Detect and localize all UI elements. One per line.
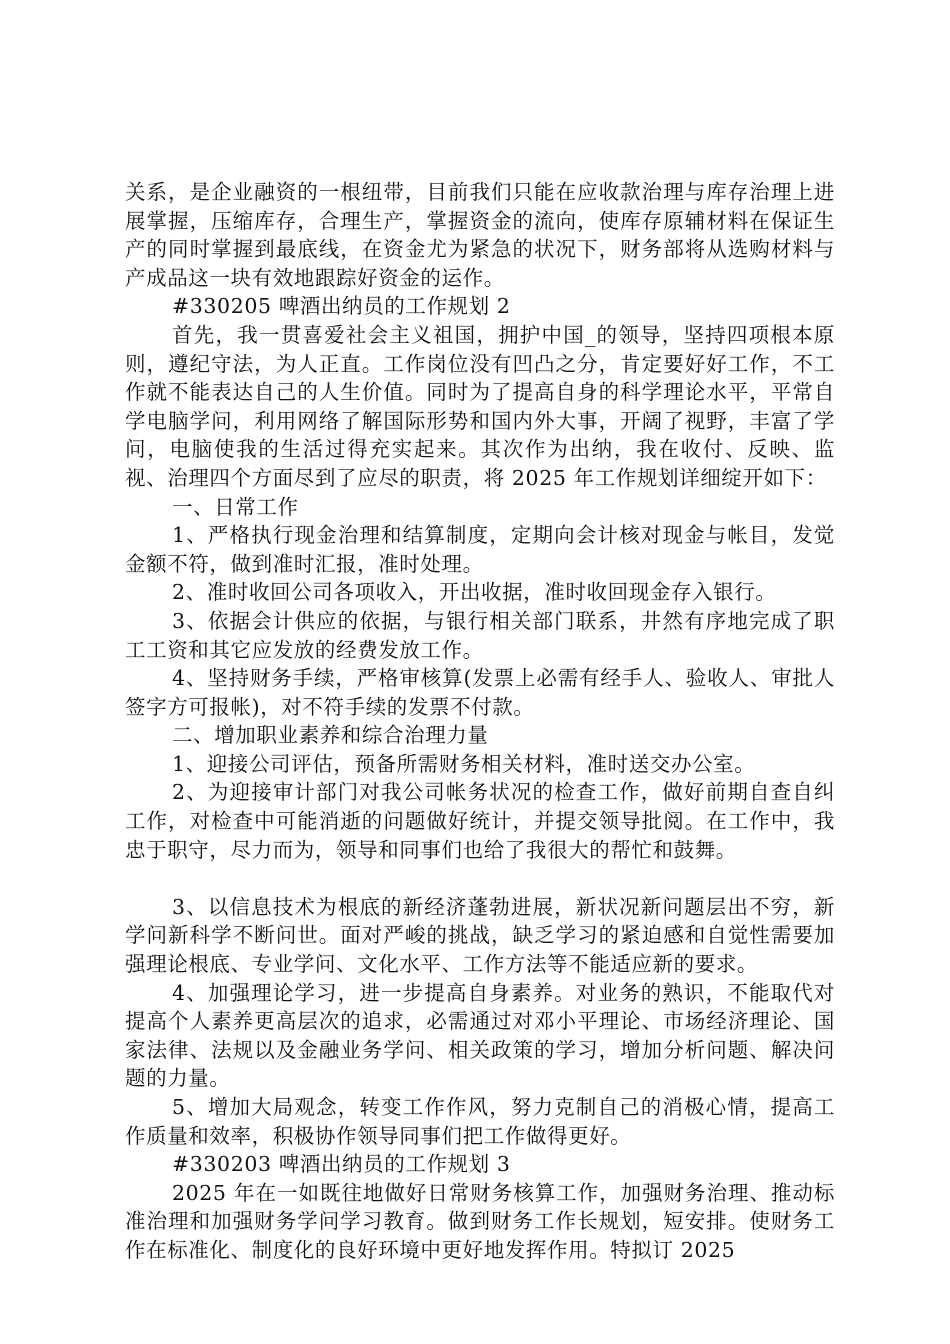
list-item-b3: 3、以信息技术为根底的新经济蓬勃进展，新状况新问题层出不穷，新学问新科学不断问世。面对严峻的挑战，缺乏学习的紧迫感和自觉性需要加强理论根底、专业学问、文化水平、工作方法等不能适应新的要求。 (125, 894, 835, 977)
list-item-b4: 4、加强理论学习，进一步提高自身素养。对业务的熟识，不能取代对提高个人素养更高层次的追求，必需通过对邓小平理论、市场经济理论、国家法律、法规以及金融业务学问、相关政策的学习，增加分析问题、解决问题的力量。 (125, 980, 835, 1091)
list-item-b1: 1、迎接公司评估，预备所需财务相关材料，准时送交办公室。 (172, 751, 756, 776)
subheading-professional: 二、增加职业素养和综合治理力量 (172, 723, 489, 748)
list-item-3: 3、依据会计供应的依据，与银行相关部门联系，井然有序地完成了职工工资和其它应发放的经费发放工作。 (125, 608, 835, 662)
section-heading-plan-3: #330203 啤酒出纳员的工作规划 3 (172, 1152, 511, 1177)
paragraph-financing: 关系，是企业融资的一根纽带，目前我们只能在应收款治理与库存治理上进展掌握，压缩库存，合理生产，掌握资金的流向，使库存原辅材料在保证生产的同时掌握到最底线，在资金尤为紧急的状况下，财务部将从选购材料与产成品这一块有效地跟踪好资金的运作。 (125, 180, 835, 290)
section-heading-plan-2: #330205 啤酒出纳员的工作规划 2 (172, 294, 511, 319)
paragraph-2025-plan: 2025 年在一如既往地做好日常财务核算工作，加强财务治理、推动标准治理和加强财务学问学习教育。做到财务工作长规划，短安排。使财务工作在标准化、制度化的良好环境中更好地发挥作用。特拟订 2025 (125, 1180, 835, 1262)
paragraph-intro: 首先，我一贯喜爱社会主义祖国，拥护中国_的领导，坚持四项根本原则，遵纪守法，为人正直。工作岗位没有凹凸之分，肯定要好好工作，不工作就不能表达自己的人生价值。同时为了提高自身的科学理论水平，平常自学电脑学问，利用网络了解国际形势和国内外大事，开阔了视野，丰富了学问，电脑使我的生活过得充实起来。其次作为出纳，我在收付、反映、监视、治理四个方面尽到了应尽的职责，将 2025 年工作规划详细绽开如下： (125, 322, 835, 490)
list-item-b2: 2、为迎接审计部门对我公司帐务状况的检查工作，做好前期自查自纠工作，对检查中可能消逝的问题做好统计，并提交领导批阅。在工作中，我忠于职守，尽力而为，领导和同事们也给了我很大的帮忙和鼓舞。 (125, 780, 835, 862)
list-item-2: 2、准时收回公司各项收入，开出收据，准时收回现金存入银行。 (172, 580, 777, 605)
list-item-4: 4、坚持财务手续，严格审核算(发票上必需有经手人、验收人、审批人签字方可报帐)，对不符手续的发票不付款。 (125, 666, 835, 719)
paragraph-gap (125, 864, 835, 893)
subheading-daily-work: 一、日常工作 (172, 494, 299, 519)
list-item-b5: 5、增加大局观念，转变工作作风，努力克制自己的消极心情，提高工作质量和效率，积极协作领导同事们把工作做得更好。 (125, 1095, 835, 1148)
document-body (125, 178, 835, 1265)
list-item-1: 1、严格执行现金治理和结算制度，定期向会计核对现金与帐目，发觉金额不符，做到准时汇报，准时处理。 (125, 523, 835, 576)
